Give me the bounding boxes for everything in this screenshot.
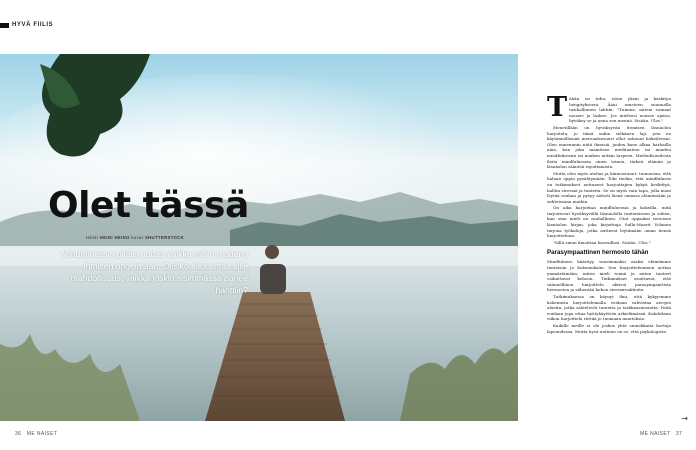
page-number-right: 37 [675,431,683,437]
magazine-name-left: ME NAISET [26,431,58,437]
credit-text-label: teksti [86,235,99,240]
article-paragraph: Kaikille meille ei ole joskus yhtä omnekkaita korteja lapsuudessa. Mutta hyvä uutinen on se, että psykologista [547,322,671,334]
credit-photo-label: kuvat [131,235,144,240]
article-subheading: Parasympaattinen hermosto tähän [547,249,649,257]
credit-author: HEIDI HEINO [99,235,130,240]
continue-arrow-icon: → [681,414,688,423]
footer-left [15,431,57,437]
article-body [547,92,671,335]
article-paragraph: Menetillään on hyväksyvän itemisen läsnäolon harjoitelu, jo tämä onkin selkänen laji, jota en käytännöllisnää moreaalsesuuri ollut uskonut kokeilevani. Olen ennennnin niitä ihmisiä, joiden kane alkaa harhailla aina, kun joku mainitsee meditaation tai muiden mindfulnessin tai maiken mitäin tarpeen. Mielenlisuudesta iloita mindfulnessin oinen toinen, tärkeä elämän ja läsnäolon sääntöä rajoittamista. [547,124,671,170]
article-paragraph: Tutkimuksessa on käynyt ilmi, että kykyjemme kokemista harjoittelemalla voidaan vahvistaa aivojen alueita, jotka säätelevät tunteita ja tarkkaavaisuutta. Niitä voidaan jopa ottaa hyötykäyttöön arkielämässä. Kahdeksan viikon harjoittelu riittää jo tuomaan muutoksia. [547,294,671,322]
section-title: HYVÄ FIILIS [12,22,54,28]
lake-photo [0,54,518,421]
section-label [0,20,53,30]
page-number-left: 36 [15,431,22,437]
article-paragraph: Mutta olen myös utelias ja kiinnostunut: tunnustan, että haluan oppia pysähtymään. Toki tiedän, että mindfulness on tutkimukset auttaneet harjoittajien kykyä keskittyä, hallita stressiä ja tunteita. Se on myös vain tapa, jolla moni löytää rauhan ja pysyy aidosti läsnä omassa elämässään ja suhteissaan muihin. [547,170,671,204]
credit-photographer: SHUTTERSTOCK [144,235,185,240]
article-headline: Olet tässä [48,185,249,226]
footer-right [640,431,682,437]
article-lede: Mindfulnessin pitäisi auttaa vaikka mihin moderni ihmisen ongelmaan. Olisiko aika antaa sille mahdollisuus, vaikka joskin sisimmässä panee hanttiin? [61,249,248,295]
section-marker [0,23,9,28]
magazine-name-right: ME NAISET [640,431,671,437]
credits-line [86,235,184,240]
article-paragraph: ähän on tuhu: istun yksin ja keskityn hengitykseeni. Ääni musteen suunnalla tasihallinnen lahtiin. "Tumma, mitem vainaat nousee ja laskee. Jos mieleesi nousee ajatus, hyväksy se ja anna sen mennä. Sisään. Ulos." [569,96,671,124]
article-quote: "Sillä sinun ilmoittaa kasvaillasi. Sisään. Ulos." [553,239,651,245]
drop-cap: T [547,92,568,123]
article-paragraph: On aika harjoittaa mindfulnessia ja kokeilla, mitä tarjoutuvat hyväksyvällä läsnäololla tuntemiseen ja siihen, kun oma mieli on rauhallinen. Otat oppaaksi tietoisen läsnäolon kirjan, joka kirjoittaja Sulla-Maarit Volanen tarjoaa työkaluja, jotka auttavat löytämään oman tiensä harjoitteluun. [547,205,671,239]
article-paragraph: Mindfulness käärityy suurimmaksi osaksi elämämme tunteisiin ja kokemuksiin. Sen harjoitteleminen auttaa ymmärtämään, miten mieli toimii ja miten tunteet vaikuttavat kehoon. Tutkimukset osoittavat, että säännöllinen harjoittelu aktivoi parasympaattista hermostoa ja vähentää kehon stressireaktioita. [547,259,671,293]
